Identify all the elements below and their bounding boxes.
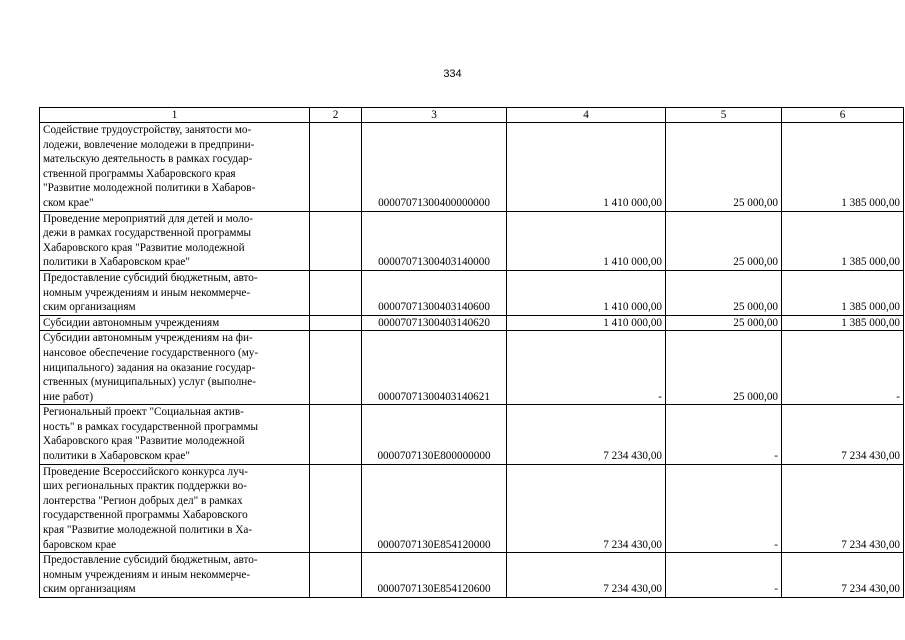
description-line: лодежи, вовлечение молодежи в предприни- — [43, 138, 255, 151]
description-line: Субсидии автономным учреждениям — [43, 316, 220, 329]
row-amount-col4: 1 410 000,00 — [507, 211, 666, 270]
column-header: 4 — [507, 108, 666, 123]
column-header: 1 — [40, 108, 310, 123]
row-amount-col6: 7 234 430,00 — [782, 553, 904, 598]
row-empty-cell — [310, 553, 362, 598]
description-line: края "Развитие молодежной политики в Ха- — [43, 524, 253, 537]
row-code: 00007071300403140621 — [362, 331, 507, 405]
row-amount-col5: 25 000,00 — [666, 123, 782, 212]
row-empty-cell — [310, 405, 362, 464]
row-amount-col5: - — [666, 464, 782, 553]
column-header: 6 — [782, 108, 904, 123]
row-description — [40, 464, 310, 553]
row-amount-col4: 1 410 000,00 — [507, 270, 666, 315]
row-amount-col4: - — [507, 331, 666, 405]
description-line: ние работ) — [43, 390, 94, 403]
column-header: 2 — [310, 108, 362, 123]
row-empty-cell — [310, 464, 362, 553]
description-line: Предоставление субсидий бюджетным, авто- — [43, 271, 258, 284]
row-amount-col5: 25 000,00 — [666, 270, 782, 315]
row-code: 00007071300403140600 — [362, 270, 507, 315]
description-line: ниципального) задания на оказание государ- — [43, 361, 256, 374]
description-line: государственной программы Хабаровского — [43, 509, 248, 522]
row-description — [40, 270, 310, 315]
table-row — [40, 405, 904, 464]
description-line: политики в Хабаровском крае" — [43, 450, 190, 463]
description-line: Предоставление субсидий бюджетным, авто- — [43, 554, 258, 567]
description-line: номным учреждениям и иным некоммерче- — [43, 568, 251, 581]
description-line: ность" в рамках государственной программы — [43, 420, 259, 433]
row-empty-cell — [310, 211, 362, 270]
row-empty-cell — [310, 123, 362, 212]
row-amount-col6: 1 385 000,00 — [782, 123, 904, 212]
row-amount-col4: 1 410 000,00 — [507, 315, 666, 331]
description-line: лонтерства "Регион добрых дел" в рамках — [43, 494, 243, 507]
table-row — [40, 315, 904, 331]
column-header: 3 — [362, 108, 507, 123]
row-description — [40, 553, 310, 598]
description-line: Проведение мероприятий для детей и моло- — [43, 212, 254, 225]
description-line: ским организациям — [43, 301, 136, 314]
row-empty-cell — [310, 331, 362, 405]
description-line: ственных (муниципальных) услуг (выполне- — [43, 376, 256, 389]
row-amount-col5: 25 000,00 — [666, 331, 782, 405]
description-line: Проведение Всероссийского конкурса луч- — [43, 465, 249, 478]
page-number: 334 — [443, 68, 462, 80]
row-amount-col4: 7 234 430,00 — [507, 553, 666, 598]
description-line: ственной программы Хабаровского края — [43, 167, 236, 180]
description-line: политики в Хабаровском крае" — [43, 256, 190, 269]
table-row — [40, 270, 904, 315]
description-line: нансовое обеспечение государственного (му- — [43, 346, 259, 359]
row-amount-col6: 1 385 000,00 — [782, 270, 904, 315]
budget-table — [39, 107, 904, 598]
description-line: ским организациям — [43, 583, 136, 596]
table-row — [40, 211, 904, 270]
row-amount-col4: 7 234 430,00 — [507, 405, 666, 464]
row-description — [40, 315, 310, 331]
description-line: дежи в рамках государственной программы — [43, 227, 252, 240]
description-line: Региональный проект "Социальная актив- — [43, 406, 244, 419]
description-line: ших региональных практик поддержки во- — [43, 480, 247, 493]
row-description — [40, 331, 310, 405]
row-code: 00007071300400000000 — [362, 123, 507, 212]
row-code: 00007071300403140000 — [362, 211, 507, 270]
description-line: Субсидии автономным учреждениям на фи- — [43, 332, 253, 345]
description-line: Хабаровского края "Развитие молодежной — [43, 435, 245, 448]
row-amount-col4: 7 234 430,00 — [507, 464, 666, 553]
row-description — [40, 405, 310, 464]
row-amount-col6: 1 385 000,00 — [782, 211, 904, 270]
row-description — [40, 123, 310, 212]
description-line: Хабаровского края "Развитие молодежной — [43, 241, 245, 254]
row-amount-col6: 7 234 430,00 — [782, 464, 904, 553]
row-code: 0000707130E854120600 — [362, 553, 507, 598]
row-amount-col5: 25 000,00 — [666, 211, 782, 270]
row-amount-col5: 25 000,00 — [666, 315, 782, 331]
row-empty-cell — [310, 270, 362, 315]
description-line: "Развитие молодежной политики в Хабаров- — [43, 182, 256, 195]
row-amount-col6: 7 234 430,00 — [782, 405, 904, 464]
description-line: мательскую деятельность в рамках государ- — [43, 153, 253, 166]
description-line: ском крае" — [43, 196, 94, 209]
row-amount-col6: 1 385 000,00 — [782, 315, 904, 331]
table-header-row — [40, 108, 904, 123]
table-row — [40, 331, 904, 405]
table-row — [40, 464, 904, 553]
row-amount-col6: - — [782, 331, 904, 405]
row-description — [40, 211, 310, 270]
row-code: 0000707130E854120000 — [362, 464, 507, 553]
row-code: 0000707130E800000000 — [362, 405, 507, 464]
row-empty-cell — [310, 315, 362, 331]
row-amount-col5: - — [666, 553, 782, 598]
description-line: Содействие трудоустройству, занятости мо- — [43, 124, 252, 136]
row-code: 00007071300403140620 — [362, 315, 507, 331]
row-amount-col5: - — [666, 405, 782, 464]
description-line: баровском крае — [43, 538, 117, 551]
row-amount-col4: 1 410 000,00 — [507, 123, 666, 212]
table-row — [40, 553, 904, 598]
table-row — [40, 123, 904, 212]
description-line: номным учреждениям и иным некоммерче- — [43, 286, 251, 299]
column-header: 5 — [666, 108, 782, 123]
